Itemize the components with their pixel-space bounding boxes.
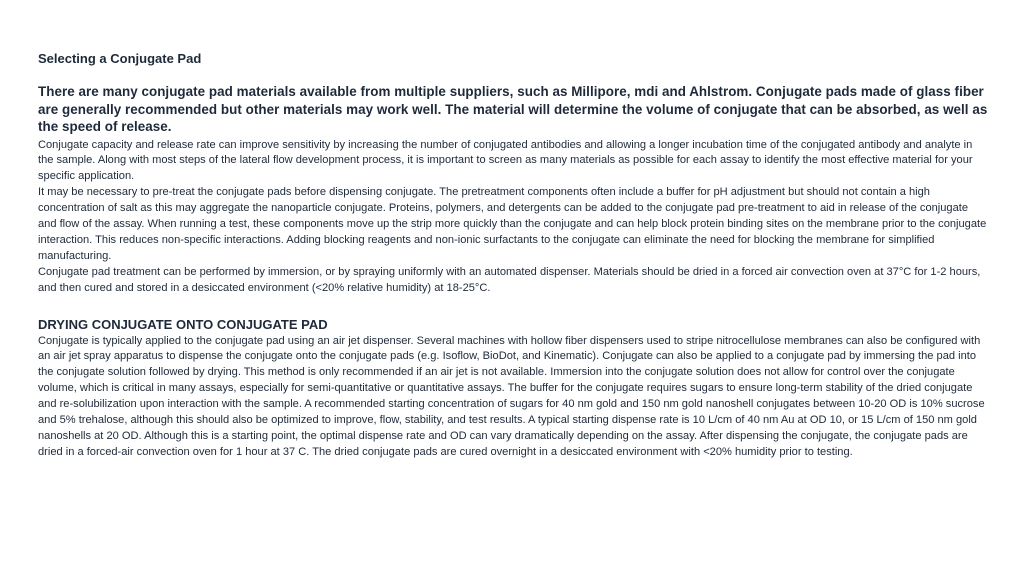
section-heading-drying: DRYING CONJUGATE ONTO CONJUGATE PAD	[38, 316, 328, 332]
paragraph-pretreatment: It may be necessary to pre-treat the conjugate pads before dispensing conjugate. The pretreatment components often include a buffer for pH adjustment but should not contain a high concentration of salt as this may aggregate the nanoparticle conjugate. Proteins, polymers, and detergents can be added to the conjugate pad pre-treatment to aid in release of the conjugate and flow of the assay. When running a test, these components move up the strip more quickly than the conjugate and can help block protein binding sites on the membrane prior to the conjugate interaction. This reduces non-specific interactions. Adding blocking reagents and non-ionic surfactants to the conjugate can eliminate the need for blocking the membrane for simplified manufacturing.	[38, 186, 987, 262]
document-page	[38, 50, 988, 461]
lead-paragraph: There are many conjugate pad materials available from multiple suppliers, such as Millipore, mdi and Ahlstrom. Conjugate pads made of glass fiber are generally recommended but other materials may work well. The material will determine the volume of conjugate that can be absorbed, as well as the speed of release.	[38, 84, 988, 134]
paragraph-capacity: Conjugate capacity and release rate can improve sensitivity by increasing the number of conjugated antibodies and allowing a longer incubation time of the conjugated antibody and analyte in the sample. Along with most steps of the lateral flow development process, it is important to screen as many materials as possible for each assay to identify the most effective material for your specific application.	[38, 138, 973, 183]
paragraph-treatment: Conjugate pad treatment can be performed by immersion, or by spraying uniformly with an automated dispenser. Materials should be dried in a forced air convection oven at 37°C for 1-2 hours, and then cured and stored in a desiccated environment (<20% relative humidity) at 18-25°C.	[38, 265, 981, 294]
paragraph-drying: Conjugate is typically applied to the conjugate pad using an air jet dispenser. Several machines with hollow fiber dispensers used to stripe nitrocellulose membranes can also be configured with an air jet spray apparatus to dispense the conjugate onto the conjugate pads (e.g. Isoflow, BioDot, and Kinematic). Conjugate can also be applied to a conjugate pad by immersing the pad into the conjugate solution followed by drying. This method is only recommended if an air jet is not available. Immersion into the conjugate solution does not allow for control over the conjugate volume, which is critical in many assays, especially for semi-quantitative or quantitative assays. The buffer for the conjugate requires sugars to ensure long-term stability of the dried conjugate and re-solubilization upon interaction with the sample. A recommended starting concentration of sugars for 40 nm gold and 150 nm gold nanoshell conjugates between 10-20 OD is 10% sucrose and 5% trehalose, although this should also be optimized to improve, flow, stability, and test results. A typical starting dispense rate is 10 L/cm of 40 nm Au at OD 10, or 15 L/cm of 150 nm gold nanoshells at 20 OD. Although this is a starting point, the optimal dispense rate and OD can vary dramatically depending on the assay. After dispensing the conjugate, the conjugate pads are dried in a forced-air convection oven for 1 hour at 37 C. The dried conjugate pads are cured overnight in a desiccated environment with <20% humidity prior to testing.	[38, 334, 985, 458]
section-heading-selecting: Selecting a Conjugate Pad	[38, 51, 202, 66]
